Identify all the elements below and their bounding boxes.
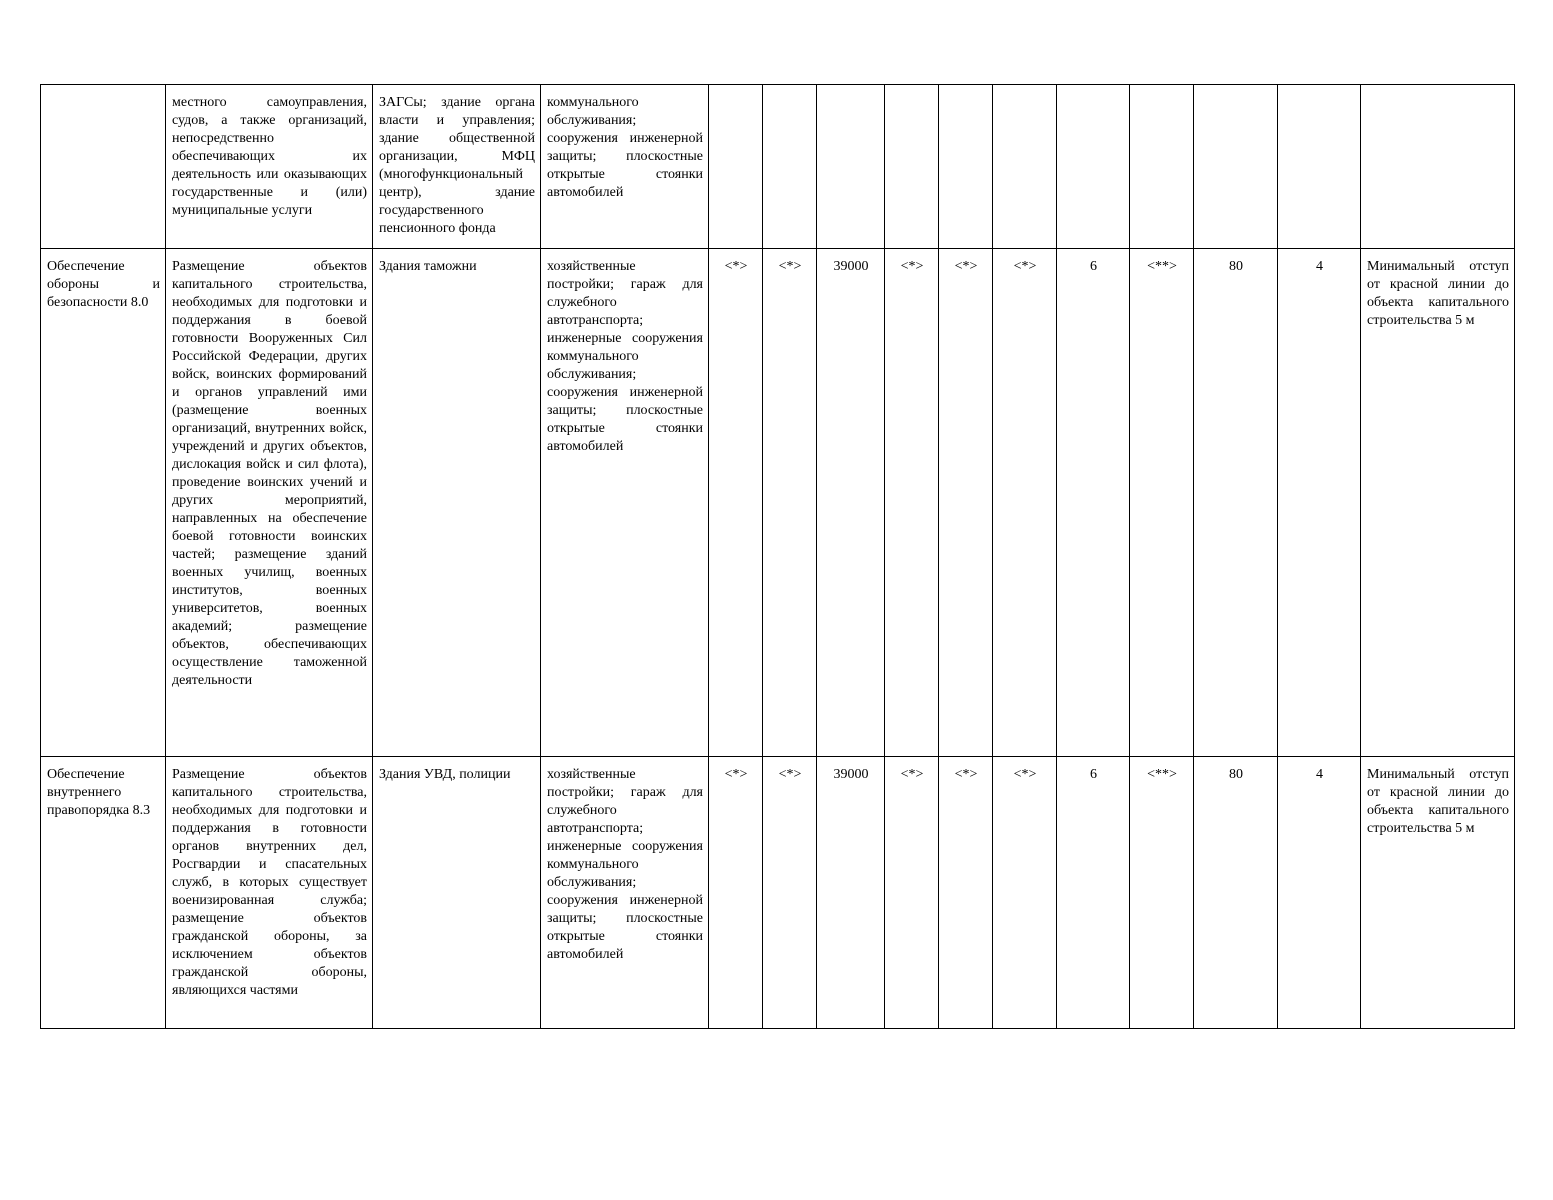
param-cell-4: <*> [885,757,939,1029]
param-cell-7: 6 [1057,249,1130,757]
param-cell-6: <*> [993,249,1057,757]
param-cell-5 [939,85,993,249]
param-cell-1: <*> [709,249,763,757]
auxiliary-buildings-cell: хозяйственные постройки; гараж для служебного автотранспорта; инженерные сооружения коммунального обслуживания; сооружения инженерной защиты; плоскостные открытые стоянки автомобилей [541,757,709,1029]
param-cell-8: <**> [1130,249,1194,757]
table-row [41,757,1515,1029]
table-row [41,249,1515,757]
param-cell-10: 4 [1278,249,1361,757]
note-cell: Минимальный отступ от красной линии до объекта капитального строительства 5 м [1361,249,1515,757]
param-cell-6 [993,85,1057,249]
param-cell-1 [709,85,763,249]
auxiliary-buildings-cell: коммунального обслуживания; сооружения инженерной защиты; плоскостные открытые стоянки автомобилей [541,85,709,249]
use-description-cell: Размещение объектов капитального строительства, необходимых для подготовки и поддержания в готовности органов внутренних дел, Росгвардии и спасательных служб, в которых существует военизированная служба; размещение объектов гражданской обороны, за исключением объектов гражданской обороны, являющихся частями [166,757,373,1029]
param-cell-8: <**> [1130,757,1194,1029]
main-buildings-cell: ЗАГСы; здание органа власти и управления; здание общественной организации, МФЦ (многофункциональный центр), здание государственного пенсионного фонда [373,85,541,249]
param-cell-9: 80 [1194,249,1278,757]
note-cell [1361,85,1515,249]
auxiliary-buildings-cell: хозяйственные постройки; гараж для служебного автотранспорта; инженерные сооружения коммунального обслуживания; сооружения инженерной защиты; плоскостные открытые стоянки автомобилей [541,249,709,757]
use-description-cell: Размещение объектов капитального строительства, необходимых для подготовки и поддержания в боевой готовности Вооруженных Сил Российской Федерации, других войск, воинских формирований и органов управлений ими (размещение военных организаций, внутренних войск, учреждений и других объектов, дислокация войск и сил флота), проведение воинских учений и других мероприятий, направленных на обеспечение боевой готовности воинских частей; размещение зданий военных училищ, военных институтов, военных университетов, военных академий; размещение объектов, обеспечивающих осуществление таможенной деятельности [166,249,373,757]
param-cell-1: <*> [709,757,763,1029]
param-cell-6: <*> [993,757,1057,1029]
use-description-cell: местного самоуправления, судов, а также организаций, непосредственно обеспечивающих их деятельность или оказывающих государственные и (или) муниципальные услуги [166,85,373,249]
param-cell-4: <*> [885,249,939,757]
param-cell-3: 39000 [817,757,885,1029]
param-cell-2 [763,85,817,249]
main-buildings-cell: Здания таможни [373,249,541,757]
param-cell-7 [1057,85,1130,249]
param-cell-3 [817,85,885,249]
param-cell-2: <*> [763,757,817,1029]
param-cell-5: <*> [939,249,993,757]
param-cell-8 [1130,85,1194,249]
param-cell-4 [885,85,939,249]
param-cell-2: <*> [763,249,817,757]
note-cell: Минимальный отступ от красной линии до объекта капитального строительства 5 м [1361,757,1515,1029]
param-cell-3: 39000 [817,249,885,757]
param-cell-9 [1194,85,1278,249]
use-type-cell [41,85,166,249]
main-buildings-cell: Здания УВД, полиции [373,757,541,1029]
param-cell-7: 6 [1057,757,1130,1029]
use-type-cell: Обеспечение внутреннего правопорядка 8.3 [41,757,166,1029]
param-cell-9: 80 [1194,757,1278,1029]
use-type-cell: Обеспечение обороны и безопасности 8.0 [41,249,166,757]
zoning-regulations-table [40,84,1515,1029]
param-cell-10 [1278,85,1361,249]
param-cell-10: 4 [1278,757,1361,1029]
table-row [41,85,1515,249]
param-cell-5: <*> [939,757,993,1029]
